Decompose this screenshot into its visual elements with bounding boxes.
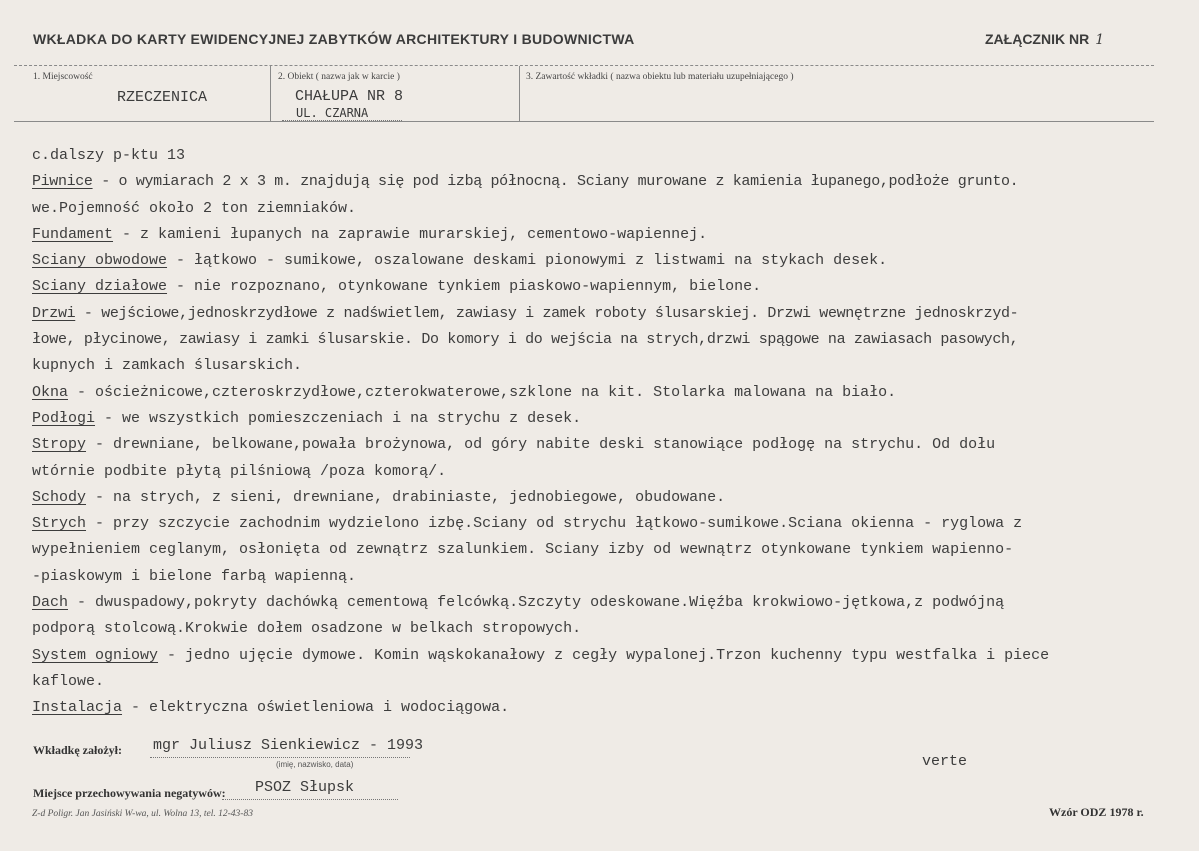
section-text: - łątkowo - sumikowe, oszalowane deskami pionowymi z listwami na stykach desek. xyxy=(167,252,888,270)
text-line xyxy=(32,406,1182,432)
section-text: - o wymiarach 2 x 3 m. znajdują się pod izbą północną. Sciany murowane z kamienia łupanego,podłoże grunto. xyxy=(92,173,1019,191)
section-term: System ogniowy xyxy=(32,646,159,664)
annex-number: 1 xyxy=(1095,32,1105,48)
locality-label: 1. Miejscowość xyxy=(33,72,93,82)
printer-imprint: Z-d Poligr. Jan Jasiński W-wa, ul. Wolna 13, tel. 12-43-83 xyxy=(32,809,253,819)
negatives-label: Miejsce przechowywania negatywów: xyxy=(33,786,226,800)
section-text: - ościeżnicowe,czteroskrzydłowe,czterokwaterowe,szklone na kit. Stolarka malowana na biało. xyxy=(68,383,897,401)
header-rule-bottom xyxy=(14,121,1154,122)
description-text xyxy=(32,143,1182,722)
object-dotted-line xyxy=(282,120,402,121)
text-line: wypełnieniem ceglanym, osłonięta od zewnątrz szalunkiem. Sciany izby od wewnątrz otynkowane tynkiem wapienno- xyxy=(32,541,1014,559)
text-line xyxy=(32,169,1182,195)
text-line xyxy=(32,695,1182,721)
section-term: Okna xyxy=(32,383,69,401)
section-term: Fundament xyxy=(32,225,114,243)
text-line xyxy=(32,643,1182,669)
form-model: Wzór ODZ 1978 r. xyxy=(1049,805,1144,819)
negatives-value: PSOZ Słupsk xyxy=(255,779,355,796)
author-dotted-line xyxy=(150,757,410,758)
section-term: Drzwi xyxy=(32,304,76,322)
object-note: UL. CZARNA xyxy=(296,106,369,120)
text-line xyxy=(32,485,1182,511)
text-line xyxy=(32,274,1182,300)
text-line: podporą stolcową.Krokwie dołem osadzone w belkach stropowych. xyxy=(32,620,582,638)
section-term: Stropy xyxy=(32,436,87,454)
section-text: - wejściowe,jednoskrzydłowe z nadświetlem, zawiasy i zamek roboty ślusarskiej. Drzwi wewnętrzne jednoskrzyd- xyxy=(75,304,1019,322)
section-term: Instalacja xyxy=(32,699,123,717)
text-line xyxy=(32,432,1182,458)
section-term: Sciany działowe xyxy=(32,278,168,296)
section-text: - drewniane, belkowane,powała brożynowa, od góry nabite deski stanowiące podłogę na strychu. Od dołu xyxy=(86,436,996,454)
text-line xyxy=(32,301,1182,327)
locality-value: RZECZENICA xyxy=(117,89,208,106)
author-value: mgr Juliusz Sienkiewicz - 1993 xyxy=(153,737,424,754)
author-label: Wkładkę założył: xyxy=(33,743,122,757)
object-value: CHAŁUPA NR 8 xyxy=(295,88,404,105)
content-label: 3. Zawartość wkładki ( nazwa obiektu lub materiału uzupełniającego ) xyxy=(526,72,794,82)
section-term: Sciany obwodowe xyxy=(32,252,168,270)
form-title: WKŁADKA DO KARTY EWIDENCYJNEJ ZABYTKÓW ARCHITEKTURY I BUDOWNICTWA xyxy=(33,31,635,47)
text-line: -piaskowym i bielone farbą wapienną. xyxy=(32,567,357,585)
field-divider-2 xyxy=(519,66,520,121)
annex-label xyxy=(985,31,1104,48)
object-label: 2. Obiekt ( nazwa jak w karcie ) xyxy=(278,72,400,82)
text-line xyxy=(32,380,1182,406)
section-term: Strych xyxy=(32,515,87,533)
section-text: - nie rozpoznano, otynkowane tynkiem piaskowo-wapiennym, bielone. xyxy=(167,278,762,296)
text-line xyxy=(32,590,1182,616)
section-term: Podłogi xyxy=(32,409,96,427)
header-rule-top xyxy=(14,65,1154,66)
text-line: wtórnie podbite płytą pilśniową /poza komorą/. xyxy=(32,462,447,480)
text-line xyxy=(32,222,1182,248)
text-line xyxy=(32,248,1182,274)
section-text: - na strych, z sieni, drewniane, drabiniaste, jednobiegowe, obudowane. xyxy=(86,488,726,506)
annex-label-text: ZAŁĄCZNIK NR xyxy=(985,31,1090,47)
section-text: - dwuspadowy,pokryty dachówką cementową felcówką.Szczyty odeskowane.Więźba krokwiowo-jętkowa,z podwójną xyxy=(68,594,1005,612)
field-divider-1 xyxy=(270,66,271,121)
section-text: - elektryczna oświetleniowa i wodociągowa. xyxy=(122,699,510,717)
text-line: łowe, płycinowe, zawiasy i zamki ślusarskie. Do komory i do wejścia na strych,drzwi spągowe na zawiasach pasowych, xyxy=(32,331,1019,349)
section-term: Piwnice xyxy=(32,173,93,191)
verte-note: verte xyxy=(922,753,968,770)
section-term: Schody xyxy=(32,488,87,506)
text-line xyxy=(32,511,1182,537)
negatives-dotted-line xyxy=(222,799,398,800)
section-text: - z kamieni łupanych na zaprawie murarskiej, cementowo-wapiennej. xyxy=(113,225,708,243)
section-text: - we wszystkich pomieszczeniach i na strychu z desek. xyxy=(95,409,582,427)
text-line: we.Pojemność około 2 ton ziemniaków. xyxy=(32,199,357,217)
section-term: Dach xyxy=(32,594,69,612)
section-text: - jedno ujęcie dymowe. Komin wąskokanałowy z cegły wypalonej.Trzon kuchenny typu westfalka i piece xyxy=(158,646,1050,664)
text-line: kupnych i zamkach ślusarskich. xyxy=(32,357,303,375)
text-line: c.dalszy p-ktu 13 xyxy=(32,147,186,164)
section-text: - przy szczycie zachodnim wydzielono izbę.Sciany od strychu łątkowo-sumikowe.Sciana okienna - ryglowa z xyxy=(86,515,1023,533)
text-line: kaflowe. xyxy=(32,672,105,690)
author-caption: (imię, nazwisko, data) xyxy=(276,760,354,769)
